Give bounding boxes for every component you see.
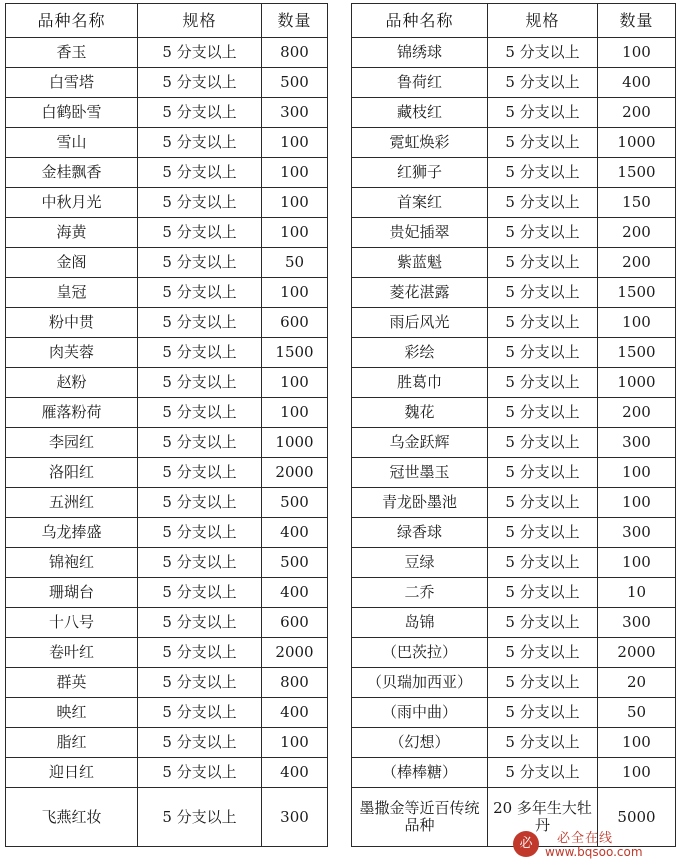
variety-name-cell: 彩绘 <box>352 338 488 368</box>
quantity-cell: 100 <box>262 368 328 398</box>
header-variety-name: 品种名称 <box>352 4 488 38</box>
spec-cell: 5 分支以上 <box>138 758 262 788</box>
table-row <box>6 518 676 548</box>
quantity-cell: 500 <box>262 68 328 98</box>
quantity-cell: 400 <box>598 68 676 98</box>
column-gap <box>328 188 352 218</box>
table-row <box>6 728 676 758</box>
variety-name-cell: （雨中曲） <box>352 698 488 728</box>
quantity-cell: 400 <box>262 518 328 548</box>
spec-cell: 5 分支以上 <box>138 158 262 188</box>
variety-name-cell: （幻想） <box>352 728 488 758</box>
spec-cell: 5 分支以上 <box>488 158 598 188</box>
quantity-cell: 2000 <box>262 638 328 668</box>
quantity-cell: 400 <box>262 698 328 728</box>
spec-cell: 5 分支以上 <box>488 608 598 638</box>
variety-name-cell: 魏花 <box>352 398 488 428</box>
spec-cell: 5 分支以上 <box>488 248 598 278</box>
quantity-cell: 2000 <box>598 638 676 668</box>
variety-name-cell: 洛阳红 <box>6 458 138 488</box>
column-gap <box>328 4 352 38</box>
column-gap <box>328 98 352 128</box>
column-gap <box>328 218 352 248</box>
variety-name-cell: 雪山 <box>6 128 138 158</box>
quantity-cell: 100 <box>598 308 676 338</box>
table-row <box>6 488 676 518</box>
quantity-cell: 100 <box>598 38 676 68</box>
column-gap <box>328 248 352 278</box>
quantity-cell: 300 <box>598 608 676 638</box>
spec-cell: 5 分支以上 <box>488 98 598 128</box>
variety-name-cell: 珊瑚台 <box>6 578 138 608</box>
table-row <box>6 698 676 728</box>
table-row <box>6 188 676 218</box>
header-quantity: 数量 <box>262 4 328 38</box>
variety-name-cell: 二乔 <box>352 578 488 608</box>
quantity-cell: 800 <box>262 38 328 68</box>
quantity-cell: 800 <box>262 668 328 698</box>
spec-cell: 5 分支以上 <box>138 38 262 68</box>
quantity-cell: 2000 <box>262 458 328 488</box>
quantity-cell: 200 <box>598 248 676 278</box>
variety-name-cell: 金阁 <box>6 248 138 278</box>
quantity-cell: 100 <box>262 158 328 188</box>
table-row <box>6 458 676 488</box>
quantity-cell: 600 <box>262 308 328 338</box>
quantity-cell: 400 <box>262 758 328 788</box>
column-gap <box>328 338 352 368</box>
variety-name-cell: 贵妃插翠 <box>352 218 488 248</box>
spec-cell: 5 分支以上 <box>488 338 598 368</box>
quantity-cell: 1500 <box>598 338 676 368</box>
table-row <box>6 158 676 188</box>
quantity-cell: 200 <box>598 398 676 428</box>
variety-name-cell: 岛锦 <box>352 608 488 638</box>
quantity-cell: 50 <box>598 698 676 728</box>
spec-cell: 5 分支以上 <box>138 548 262 578</box>
header-row <box>6 4 676 38</box>
variety-name-cell: 十八号 <box>6 608 138 638</box>
watermark-logo-icon: 必 <box>513 831 539 857</box>
variety-name-cell: 赵粉 <box>6 368 138 398</box>
table-row <box>6 98 676 128</box>
table-row <box>6 218 676 248</box>
table-row <box>6 278 676 308</box>
quantity-cell: 300 <box>262 788 328 847</box>
quantity-cell: 200 <box>598 98 676 128</box>
variety-name-cell: （贝瑞加西亚） <box>352 668 488 698</box>
peony-variety-table <box>5 3 676 847</box>
column-gap <box>328 728 352 758</box>
spec-cell: 5 分支以上 <box>138 308 262 338</box>
variety-name-cell: 红狮子 <box>352 158 488 188</box>
variety-name-cell: 脂红 <box>6 728 138 758</box>
spec-cell: 5 分支以上 <box>138 458 262 488</box>
quantity-cell: 100 <box>262 128 328 158</box>
spec-cell: 5 分支以上 <box>138 668 262 698</box>
table-row <box>6 398 676 428</box>
spec-cell: 20 多年生大牡丹 <box>488 788 598 847</box>
header-spec: 规格 <box>488 4 598 38</box>
column-gap <box>328 278 352 308</box>
column-gap <box>328 128 352 158</box>
variety-name-cell: 墨撒金等近百传统品种 <box>352 788 488 847</box>
column-gap <box>328 488 352 518</box>
spec-cell: 5 分支以上 <box>138 278 262 308</box>
column-gap <box>328 308 352 338</box>
variety-name-cell: 雨后风光 <box>352 308 488 338</box>
variety-name-cell: 豆绿 <box>352 548 488 578</box>
spec-cell: 5 分支以上 <box>138 368 262 398</box>
spec-cell: 5 分支以上 <box>488 578 598 608</box>
variety-name-cell: 藏枝红 <box>352 98 488 128</box>
spec-cell: 5 分支以上 <box>488 668 598 698</box>
spec-cell: 5 分支以上 <box>488 728 598 758</box>
quantity-cell: 300 <box>598 518 676 548</box>
column-gap <box>328 788 352 847</box>
variety-name-cell: 粉中贯 <box>6 308 138 338</box>
quantity-cell: 300 <box>598 428 676 458</box>
watermark-url: www.bqsoo.com <box>545 845 643 859</box>
table-row <box>6 338 676 368</box>
quantity-cell: 300 <box>262 98 328 128</box>
table-row <box>6 548 676 578</box>
variety-name-cell: 绿香球 <box>352 518 488 548</box>
quantity-cell: 100 <box>262 728 328 758</box>
spec-cell: 5 分支以上 <box>488 488 598 518</box>
quantity-cell: 600 <box>262 608 328 638</box>
watermark-title: 必全在线 <box>557 831 614 846</box>
column-gap <box>328 608 352 638</box>
variety-name-cell: 金桂飘香 <box>6 158 138 188</box>
table-row <box>6 758 676 788</box>
spec-cell: 5 分支以上 <box>488 758 598 788</box>
spec-cell: 5 分支以上 <box>138 788 262 847</box>
spec-cell: 5 分支以上 <box>488 218 598 248</box>
spec-cell: 5 分支以上 <box>488 128 598 158</box>
column-gap <box>328 518 352 548</box>
variety-name-cell: 鲁荷红 <box>352 68 488 98</box>
spec-cell: 5 分支以上 <box>138 518 262 548</box>
variety-name-cell: 映红 <box>6 698 138 728</box>
variety-name-cell: 白雪塔 <box>6 68 138 98</box>
spec-cell: 5 分支以上 <box>138 248 262 278</box>
quantity-cell: 150 <box>598 188 676 218</box>
spec-cell: 5 分支以上 <box>488 398 598 428</box>
quantity-cell: 1500 <box>598 158 676 188</box>
variety-name-cell: 飞燕红妆 <box>6 788 138 847</box>
quantity-cell: 10 <box>598 578 676 608</box>
quantity-cell: 100 <box>598 488 676 518</box>
quantity-cell: 50 <box>262 248 328 278</box>
quantity-cell: 100 <box>262 398 328 428</box>
quantity-cell: 200 <box>598 218 676 248</box>
variety-name-cell: 菱花湛露 <box>352 278 488 308</box>
quantity-cell: 100 <box>262 278 328 308</box>
column-gap <box>328 398 352 428</box>
variety-name-cell: 香玉 <box>6 38 138 68</box>
table-row <box>6 368 676 398</box>
spec-cell: 5 分支以上 <box>488 698 598 728</box>
column-gap <box>328 638 352 668</box>
table-row <box>6 68 676 98</box>
spec-cell: 5 分支以上 <box>488 548 598 578</box>
variety-name-cell: 群英 <box>6 668 138 698</box>
quantity-cell: 1500 <box>598 278 676 308</box>
table-row <box>6 428 676 458</box>
variety-name-cell: 锦袍红 <box>6 548 138 578</box>
table-row <box>6 608 676 638</box>
variety-name-cell: 冠世墨玉 <box>352 458 488 488</box>
spec-cell: 5 分支以上 <box>138 488 262 518</box>
spec-cell: 5 分支以上 <box>138 128 262 158</box>
quantity-cell: 1000 <box>598 368 676 398</box>
column-gap <box>328 548 352 578</box>
spec-cell: 5 分支以上 <box>138 638 262 668</box>
variety-name-cell: 卷叶红 <box>6 638 138 668</box>
table-row <box>6 248 676 278</box>
variety-name-cell: （巴茨拉） <box>352 638 488 668</box>
quantity-cell: 100 <box>262 188 328 218</box>
spec-cell: 5 分支以上 <box>488 188 598 218</box>
quantity-cell: 100 <box>598 728 676 758</box>
table-row <box>6 578 676 608</box>
variety-name-cell: 肉芙蓉 <box>6 338 138 368</box>
quantity-cell: 1000 <box>598 128 676 158</box>
variety-name-cell: 乌金跃辉 <box>352 428 488 458</box>
quantity-cell: 1000 <box>262 428 328 458</box>
spec-cell: 5 分支以上 <box>488 638 598 668</box>
spec-cell: 5 分支以上 <box>488 68 598 98</box>
quantity-cell: 500 <box>262 548 328 578</box>
spec-cell: 5 分支以上 <box>488 428 598 458</box>
variety-name-cell: 白鹤卧雪 <box>6 98 138 128</box>
quantity-cell: 100 <box>262 218 328 248</box>
variety-name-cell: 五洲红 <box>6 488 138 518</box>
spec-cell: 5 分支以上 <box>138 398 262 428</box>
spec-cell: 5 分支以上 <box>138 698 262 728</box>
quantity-cell: 100 <box>598 758 676 788</box>
header-spec: 规格 <box>138 4 262 38</box>
table-row <box>6 128 676 158</box>
header-quantity: 数量 <box>598 4 676 38</box>
column-gap <box>328 368 352 398</box>
spec-cell: 5 分支以上 <box>138 68 262 98</box>
variety-name-cell: 乌龙捧盛 <box>6 518 138 548</box>
quantity-cell: 500 <box>262 488 328 518</box>
variety-name-cell: 海黄 <box>6 218 138 248</box>
variety-name-cell: 迎日红 <box>6 758 138 788</box>
spec-cell: 5 分支以上 <box>488 518 598 548</box>
column-gap <box>328 38 352 68</box>
column-gap <box>328 68 352 98</box>
header-variety-name: 品种名称 <box>6 4 138 38</box>
column-gap <box>328 458 352 488</box>
table-body <box>6 38 676 847</box>
spec-cell: 5 分支以上 <box>138 578 262 608</box>
variety-name-cell: 首案红 <box>352 188 488 218</box>
spec-cell: 5 分支以上 <box>138 188 262 218</box>
quantity-cell: 400 <box>262 578 328 608</box>
quantity-cell: 5000 <box>598 788 676 847</box>
watermark <box>513 827 673 863</box>
spec-cell: 5 分支以上 <box>488 308 598 338</box>
variety-name-cell: 霓虹焕彩 <box>352 128 488 158</box>
quantity-cell: 100 <box>598 548 676 578</box>
quantity-cell: 100 <box>598 458 676 488</box>
variety-name-cell: 青龙卧墨池 <box>352 488 488 518</box>
spec-cell: 5 分支以上 <box>488 368 598 398</box>
table-row <box>6 38 676 68</box>
spec-cell: 5 分支以上 <box>138 428 262 458</box>
spec-cell: 5 分支以上 <box>138 728 262 758</box>
spec-cell: 5 分支以上 <box>488 458 598 488</box>
spec-cell: 5 分支以上 <box>138 608 262 638</box>
spec-cell: 5 分支以上 <box>488 38 598 68</box>
column-gap <box>328 668 352 698</box>
variety-name-cell: 锦绣球 <box>352 38 488 68</box>
table-row <box>6 308 676 338</box>
variety-name-cell: 胜葛巾 <box>352 368 488 398</box>
variety-name-cell: 李园红 <box>6 428 138 458</box>
variety-name-cell: 中秋月光 <box>6 188 138 218</box>
spec-cell: 5 分支以上 <box>138 338 262 368</box>
quantity-cell: 1500 <box>262 338 328 368</box>
variety-name-cell: 皇冠 <box>6 278 138 308</box>
column-gap <box>328 578 352 608</box>
variety-name-cell: （棒棒糖） <box>352 758 488 788</box>
spec-cell: 5 分支以上 <box>488 278 598 308</box>
column-gap <box>328 158 352 188</box>
spec-cell: 5 分支以上 <box>138 98 262 128</box>
column-gap <box>328 428 352 458</box>
column-gap <box>328 758 352 788</box>
column-gap <box>328 698 352 728</box>
table-row <box>6 668 676 698</box>
variety-name-cell: 紫蓝魁 <box>352 248 488 278</box>
spec-cell: 5 分支以上 <box>138 218 262 248</box>
table-row <box>6 638 676 668</box>
quantity-cell: 20 <box>598 668 676 698</box>
variety-name-cell: 雁落粉荷 <box>6 398 138 428</box>
